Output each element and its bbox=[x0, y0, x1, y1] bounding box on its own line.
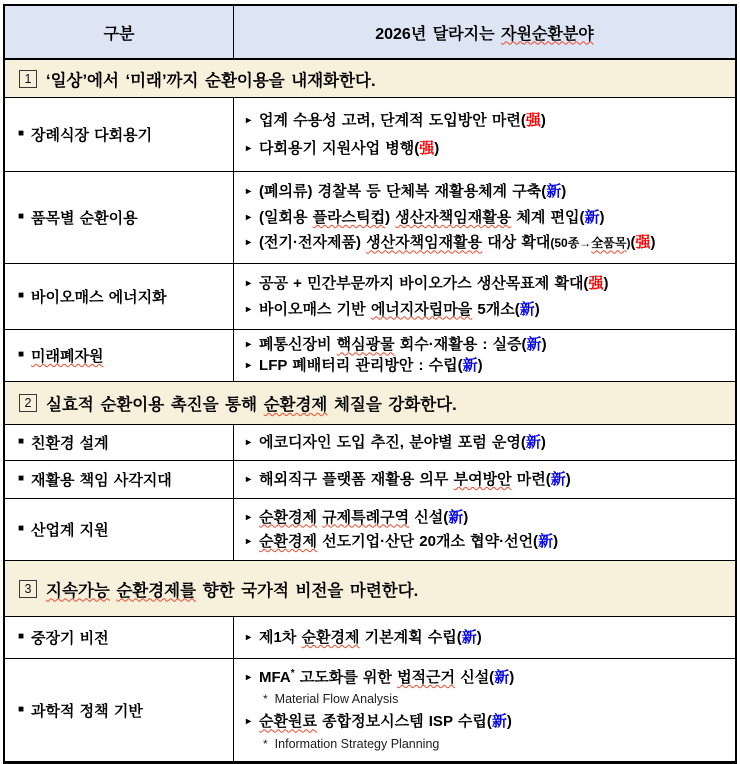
category-label bbox=[31, 432, 109, 453]
triangle-bullet-icon: ▸ bbox=[246, 114, 252, 126]
text-segment: ) bbox=[509, 668, 515, 686]
bullet-item bbox=[246, 433, 729, 453]
items-cell bbox=[234, 461, 735, 498]
text-segment: (50종→ bbox=[550, 236, 592, 251]
text-segment: 산업계 지원 bbox=[31, 522, 109, 539]
text-segment: ) bbox=[534, 300, 540, 318]
category-cell bbox=[5, 617, 234, 658]
text-segment: 신설( bbox=[455, 668, 495, 686]
bullet-item bbox=[246, 356, 729, 376]
category-label bbox=[31, 124, 152, 145]
text-segment: 마련( bbox=[511, 470, 551, 488]
category-cell bbox=[5, 461, 234, 498]
items-cell bbox=[234, 659, 735, 761]
square-bullet-icon: ■ bbox=[18, 349, 25, 360]
items-cell bbox=[234, 172, 735, 263]
text-segment: ) bbox=[476, 628, 482, 646]
text-segment: 공공 + 민간부문까지 바이오가스 생산목표제 확대( bbox=[259, 275, 589, 292]
footnote-item bbox=[246, 737, 729, 753]
bullet-item bbox=[246, 233, 729, 253]
bullet-item bbox=[246, 111, 729, 131]
bullet-item bbox=[246, 274, 729, 294]
text-segment: 해외직구 플랫폼 재활용 의무 bbox=[259, 470, 454, 488]
section-number-box: 3 bbox=[19, 580, 37, 598]
triangle-bullet-icon: ▸ bbox=[246, 339, 252, 351]
category-cell bbox=[5, 425, 234, 460]
text-segment: ) bbox=[463, 508, 469, 526]
square-bullet-icon: ■ bbox=[18, 211, 25, 222]
text-segment: ) bbox=[626, 236, 631, 251]
triangle-bullet-icon: ▸ bbox=[246, 211, 252, 223]
hanja-tag-new: 新 bbox=[546, 183, 562, 201]
bullet-item bbox=[246, 300, 729, 320]
section-title bbox=[46, 391, 457, 415]
text-segment: 순환경제 bbox=[263, 396, 328, 414]
triangle-bullet-icon: ▸ bbox=[246, 473, 252, 485]
items-cell bbox=[234, 617, 735, 658]
text-segment: 기본계획 수립( bbox=[359, 628, 462, 646]
triangle-bullet-icon: ▸ bbox=[246, 631, 252, 643]
text-segment: 全품목 bbox=[591, 236, 627, 251]
text-segment: (폐의류) 경찰복 등 단체복 재활용체계 구축( bbox=[259, 183, 547, 201]
text-segment: 순환원료 bbox=[259, 713, 317, 731]
category-cell bbox=[5, 98, 234, 171]
column-header-gubun: 구분 bbox=[5, 6, 234, 58]
text-segment: 폐통신장비 bbox=[259, 336, 337, 354]
text-segment: 다회용기 지원사업 병행( bbox=[259, 139, 420, 157]
text-segment: 순환경제 bbox=[259, 508, 317, 526]
section-title bbox=[46, 67, 376, 91]
text-segment: 중장기 비전 bbox=[31, 630, 109, 647]
table-data-row bbox=[5, 425, 735, 461]
table-data-row bbox=[5, 659, 735, 762]
items-cell bbox=[234, 330, 735, 381]
table-data-row bbox=[5, 461, 735, 499]
square-bullet-icon: ■ bbox=[18, 631, 25, 642]
text-segment: 바이오매스 에너지화 bbox=[31, 289, 167, 306]
text-segment: 회수·재활용 : 실증( bbox=[394, 336, 527, 354]
bullet-item bbox=[246, 470, 729, 490]
text-segment: 미래폐자원 bbox=[31, 348, 104, 365]
items-cell bbox=[234, 425, 735, 460]
text-segment: 플라스틱컵 bbox=[312, 208, 386, 226]
hanja-tag-strong: 强 bbox=[525, 111, 541, 129]
text-segment: 5개소( bbox=[472, 300, 520, 318]
bullet-item bbox=[246, 532, 729, 552]
hanja-tag-new: 新 bbox=[525, 433, 541, 451]
category-label bbox=[31, 345, 103, 366]
resource-circulation-table bbox=[3, 4, 737, 764]
triangle-bullet-icon: ▸ bbox=[246, 436, 252, 448]
column-header-title bbox=[234, 6, 735, 58]
bullet-item bbox=[246, 508, 729, 528]
hanja-tag-new: 新 bbox=[584, 208, 600, 226]
text-segment: ( bbox=[630, 234, 636, 252]
hanja-tag-new: 新 bbox=[462, 357, 478, 375]
triangle-bullet-icon: ▸ bbox=[246, 186, 252, 198]
category-label bbox=[31, 286, 167, 307]
text-segment: 향한 국가적 비전을 마련한다. bbox=[196, 581, 419, 600]
square-bullet-icon: ■ bbox=[18, 290, 25, 301]
text-segment: ) bbox=[540, 111, 546, 129]
text-segment: ) bbox=[599, 208, 605, 226]
text-segment: 대상 확대 bbox=[482, 234, 551, 252]
text-segment: 생산자책임재활용 bbox=[366, 234, 483, 252]
square-bullet-icon: ■ bbox=[18, 523, 25, 534]
text-segment: LFP 폐배터리 관리방안 : 수립( bbox=[259, 357, 463, 375]
text-segment: 순환경제를 bbox=[116, 581, 197, 600]
text-segment: 실효적 순환이용 촉진을 통해 bbox=[46, 396, 264, 414]
category-cell bbox=[5, 264, 234, 329]
text-segment: 고도화를 위한 bbox=[294, 668, 398, 686]
text-segment: 생산자책임재활용 bbox=[395, 208, 512, 226]
text-segment: 부여방안 bbox=[453, 470, 512, 488]
text-segment: 장례식장 다회용기 bbox=[31, 127, 153, 144]
section-row-1 bbox=[5, 60, 735, 98]
triangle-bullet-icon: ▸ bbox=[246, 716, 252, 728]
text-segment: ) bbox=[434, 139, 440, 157]
text-segment: 에코디자인 도입 추진, 분야별 포럼 운영( bbox=[259, 433, 526, 451]
section-row-3 bbox=[5, 561, 735, 617]
text-segment: Information Strategy Planning bbox=[274, 736, 440, 751]
bullet-item bbox=[246, 335, 729, 355]
text-segment: MFA bbox=[259, 668, 291, 686]
hanja-tag-new: 新 bbox=[526, 336, 542, 354]
category-cell bbox=[5, 659, 234, 761]
text-segment: ‘일상’에서 ‘미래’까지 순환이용을 내재화한다. bbox=[46, 71, 376, 90]
triangle-bullet-icon: ▸ bbox=[246, 278, 252, 289]
category-label bbox=[31, 627, 109, 648]
bullet-item bbox=[246, 182, 729, 202]
category-label bbox=[31, 700, 143, 721]
text-segment: (일회용 bbox=[259, 208, 313, 226]
text-segment: 순환경제 bbox=[301, 628, 360, 646]
square-bullet-icon: ■ bbox=[18, 703, 25, 715]
text-segment: ) bbox=[477, 357, 483, 375]
table-data-row bbox=[5, 98, 735, 172]
category-label bbox=[31, 519, 109, 540]
hanja-tag-new: 新 bbox=[494, 668, 510, 686]
bullet-item bbox=[246, 139, 729, 159]
items-cell bbox=[234, 98, 735, 171]
text-segment: 에너지자립마을 bbox=[370, 300, 473, 318]
triangle-bullet-icon: ▸ bbox=[246, 535, 252, 547]
bullet-item bbox=[246, 712, 729, 732]
section-number-box: 2 bbox=[19, 394, 37, 412]
triangle-bullet-icon: ▸ bbox=[246, 671, 252, 683]
section-title bbox=[46, 577, 418, 601]
category-cell bbox=[5, 330, 234, 381]
text-segment: 지속가능 bbox=[46, 581, 110, 600]
text-segment: 재활용 책임 사각지대 bbox=[31, 472, 172, 489]
asterisk-icon: * bbox=[263, 692, 268, 706]
section-number-box: 1 bbox=[19, 70, 37, 88]
triangle-bullet-icon: ▸ bbox=[246, 511, 252, 523]
table-data-row bbox=[5, 172, 735, 264]
items-cell bbox=[234, 264, 735, 329]
text-segment: ) bbox=[553, 532, 559, 550]
text-segment: 자원순환분야 bbox=[501, 25, 594, 43]
text-segment: 체질을 강화한다. bbox=[327, 396, 457, 414]
text-segment: 선도기업·산단 20개소 협약·선언( bbox=[317, 532, 539, 550]
bullet-item bbox=[246, 628, 729, 648]
category-label bbox=[31, 469, 172, 490]
table-data-row bbox=[5, 264, 735, 330]
hanja-tag-strong: 强 bbox=[419, 139, 435, 157]
text-segment: 업계 수용성 고려, 단계적 도입방안 마련( bbox=[259, 111, 526, 129]
square-bullet-icon: ■ bbox=[18, 473, 25, 484]
text-segment: 품목별 순환이용 bbox=[31, 210, 138, 227]
hanja-tag-new: 新 bbox=[538, 532, 554, 550]
bullet-item bbox=[246, 208, 729, 228]
footnote-item bbox=[246, 692, 729, 708]
text-segment: Material Flow Analysis bbox=[274, 692, 399, 706]
bullet-item bbox=[246, 668, 729, 688]
hanja-tag-new: 新 bbox=[519, 300, 535, 318]
triangle-bullet-icon: ▸ bbox=[246, 237, 252, 249]
text-segment: 법적근거 bbox=[397, 668, 456, 686]
hanja-tag-new: 新 bbox=[448, 508, 464, 526]
category-cell bbox=[5, 172, 234, 263]
text-segment: 2026년 달라지는 bbox=[375, 25, 501, 43]
text-segment: 핵심광물 bbox=[336, 336, 395, 354]
text-segment: ) bbox=[506, 713, 512, 731]
hanja-tag-strong: 强 bbox=[635, 234, 651, 252]
text-segment: ) bbox=[385, 208, 396, 226]
text-segment: 규제특례구역 bbox=[322, 508, 410, 526]
triangle-bullet-icon: ▸ bbox=[246, 360, 252, 372]
text-segment: ) bbox=[540, 433, 546, 451]
text-segment: ) bbox=[561, 183, 567, 201]
table-data-row bbox=[5, 499, 735, 561]
table-data-row bbox=[5, 617, 735, 659]
text-segment: * bbox=[290, 667, 295, 679]
hanja-tag-new: 新 bbox=[550, 470, 566, 488]
square-bullet-icon: ■ bbox=[18, 128, 25, 139]
text-segment: ) bbox=[650, 234, 656, 252]
hanja-tag-new: 新 bbox=[461, 628, 477, 646]
text-segment: 제1차 bbox=[259, 628, 302, 646]
triangle-bullet-icon: ▸ bbox=[246, 142, 252, 154]
text-segment: 과학적 정책 기반 bbox=[31, 702, 143, 720]
category-cell bbox=[5, 499, 234, 560]
text-segment: ) bbox=[565, 470, 571, 488]
square-bullet-icon: ■ bbox=[18, 436, 25, 447]
table-data-row bbox=[5, 330, 735, 382]
table-body bbox=[5, 6, 735, 762]
triangle-bullet-icon: ▸ bbox=[246, 303, 252, 315]
text-segment: ) bbox=[541, 336, 547, 354]
text-segment: 바이오매스 기반 bbox=[259, 300, 371, 318]
text-segment: (전기·전자제품) bbox=[259, 234, 367, 252]
items-cell bbox=[234, 499, 735, 560]
text-segment: 신설( bbox=[409, 508, 449, 526]
text-segment: 순환경제 bbox=[259, 532, 317, 550]
text-segment: 종합정보시스템 ISP 수립( bbox=[317, 713, 492, 731]
section-row-2 bbox=[5, 382, 735, 425]
hanja-tag-new: 新 bbox=[491, 713, 507, 731]
asterisk-icon: * bbox=[263, 736, 268, 751]
hanja-tag-strong: 强 bbox=[588, 275, 604, 292]
text-segment: 체계 편입( bbox=[511, 208, 585, 226]
category-label bbox=[31, 207, 138, 228]
text-segment: 친환경 설계 bbox=[31, 435, 109, 452]
table-header-row bbox=[5, 6, 735, 60]
text-segment: ) bbox=[603, 275, 609, 292]
